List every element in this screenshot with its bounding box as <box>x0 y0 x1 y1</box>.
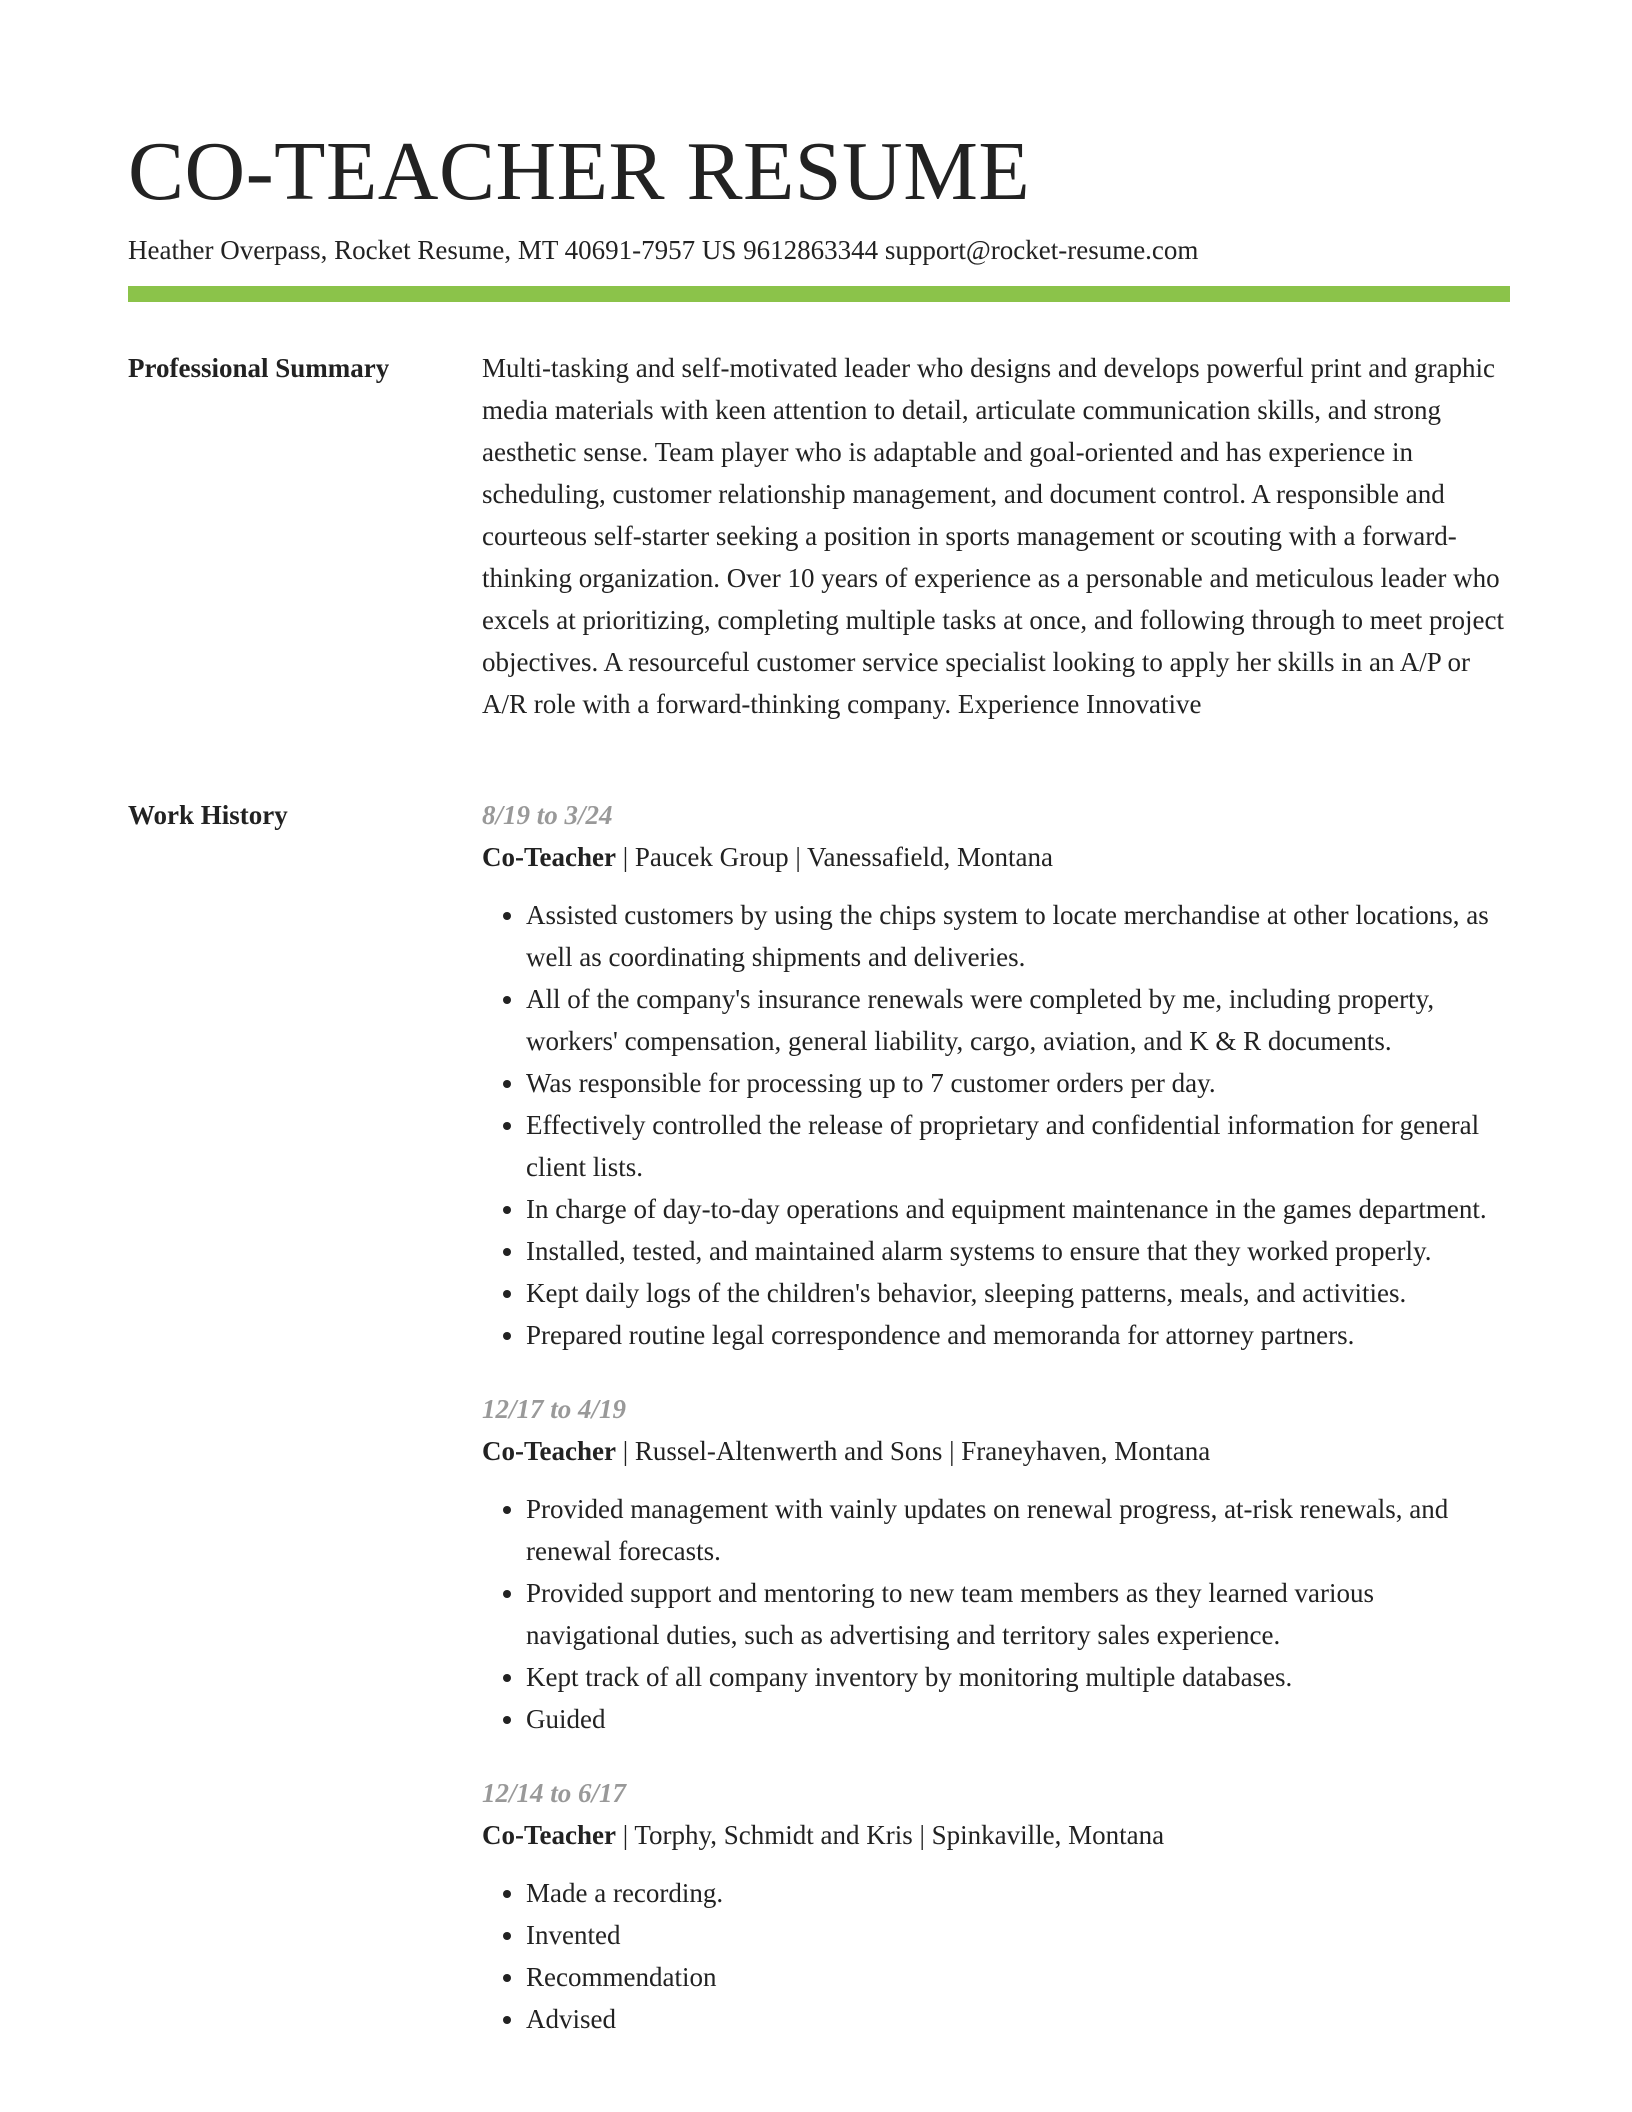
work-history-heading: Work History <box>128 800 288 830</box>
job-title: Co-Teacher <box>482 1820 616 1850</box>
job-bullet: • Kept daily logs of the children's behavior, sleeping patterns, meals, and activities. <box>526 1272 1510 1314</box>
job-bullet: • Kept track of all company inventory by monitoring multiple databases. <box>526 1656 1510 1698</box>
summary-section <box>482 347 1510 725</box>
job-bullet-list <box>482 1488 1510 1740</box>
contact-line: Heather Overpass, Rocket Resume, MT 40691-7957 US 9612863344 support@rocket-resume.com <box>128 235 1199 265</box>
job-bullet: • Made a recording. <box>526 1872 1510 1914</box>
job-bullet-list <box>482 1872 1510 2040</box>
job-bullet: • Provided management with vainly updates on renewal progress, at-risk renewals, and renewal forecasts. <box>526 1488 1510 1572</box>
job-bullet: • Provided support and mentoring to new team members as they learned various navigational duties, such as advertising and territory sales experience. <box>526 1572 1510 1656</box>
work-history-section <box>482 794 1510 2040</box>
job-dates: 8/19 to 3/24 <box>482 800 613 830</box>
job-bullet: • All of the company's insurance renewals were completed by me, including property, workers' compensation, general liability, cargo, aviation, and K & R documents. <box>526 978 1510 1062</box>
job-bullet: • Prepared routine legal correspondence and memoranda for attorney partners. <box>526 1314 1510 1356</box>
resume-title: CO-TEACHER RESUME <box>128 125 1031 218</box>
job-bullet: • Invented <box>526 1914 1510 1956</box>
job-bullet-list <box>482 894 1510 1356</box>
summary-text: Multi-tasking and self-motivated leader who designs and develops powerful print and graphic media materials with keen attention to detail, articulate communication skills, and strong aesthetic sense. Team player who is adaptable and goal-oriented and has experience in scheduling, customer relationship management, and document control. A responsible and courteous self-starter seeking a position in sports management or scouting with a forward-thinking organization. Over 10 years of experience as a personable and meticulous leader who excels at prioritizing, completing multiple tasks at once, and following through to meet project objectives. A resourceful customer service specialist looking to apply her skills in an A/P or A/R role with a forward-thinking company. Experience Innovative <box>482 353 1504 719</box>
job-title: Co-Teacher <box>482 1436 616 1466</box>
job-title: Co-Teacher <box>482 842 616 872</box>
header-divider <box>128 286 1510 302</box>
job-bullet: • Advised <box>526 1998 1510 2040</box>
job-bullet: • Installed, tested, and maintained alarm systems to ensure that they worked properly. <box>526 1230 1510 1272</box>
job-heading <box>482 1814 1510 1856</box>
job-dates: 12/14 to 6/17 <box>482 1778 627 1808</box>
job-entry <box>482 1388 1510 1740</box>
job-bullet: • In charge of day-to-day operations and equipment maintenance in the games department. <box>526 1188 1510 1230</box>
job-entry <box>482 794 1510 1356</box>
job-details: | Russel-Altenwerth and Sons | Franeyhaven, Montana <box>615 1436 1211 1466</box>
job-bullet: • Guided <box>526 1698 1510 1740</box>
summary-heading: Professional Summary <box>128 353 390 383</box>
job-bullet: • Effectively controlled the release of proprietary and confidential information for general client lists. <box>526 1104 1510 1188</box>
job-entry <box>482 1772 1510 2040</box>
job-details: | Torphy, Schmidt and Kris | Spinkaville, Montana <box>615 1820 1165 1850</box>
job-bullet: • Assisted customers by using the chips system to locate merchandise at other locations, as well as coordinating shipments and deliveries. <box>526 894 1510 978</box>
job-heading <box>482 836 1510 878</box>
job-dates: 12/17 to 4/19 <box>482 1394 627 1424</box>
job-heading <box>482 1430 1510 1472</box>
job-details: | Paucek Group | Vanessafield, Montana <box>615 842 1053 872</box>
job-bullet: • Was responsible for processing up to 7 customer orders per day. <box>526 1062 1510 1104</box>
job-bullet: • Recommendation <box>526 1956 1510 1998</box>
